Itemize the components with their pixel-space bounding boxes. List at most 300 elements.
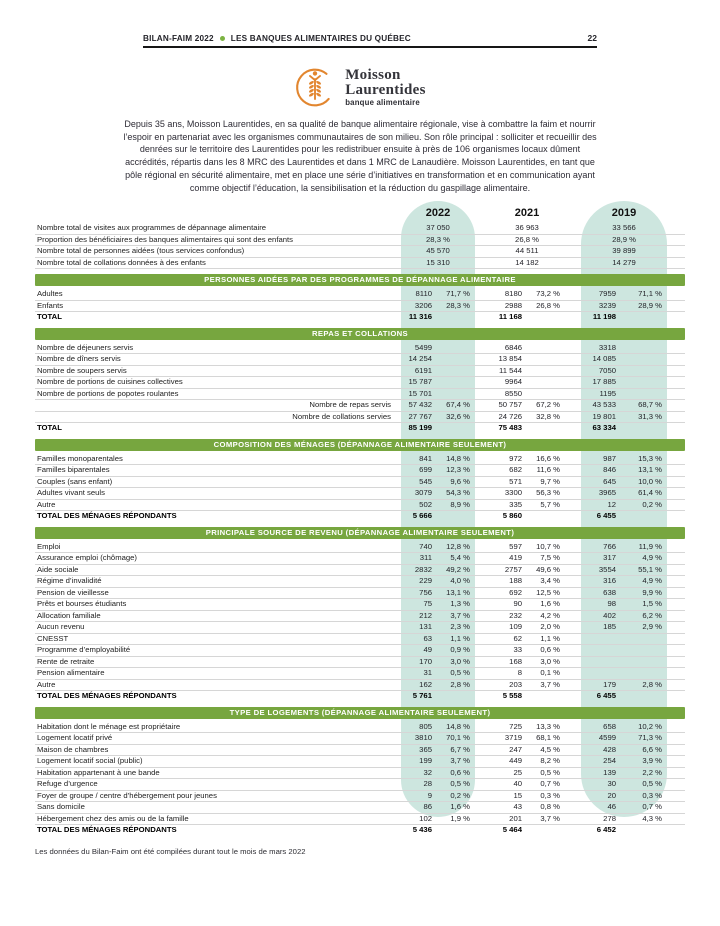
gap-cell xyxy=(565,257,581,269)
section-table-3 xyxy=(35,454,685,522)
cell-value: 188 xyxy=(489,576,527,588)
filler-cell xyxy=(667,691,685,702)
cell-value: 15 310 xyxy=(401,257,475,269)
gap-cell xyxy=(565,388,581,400)
table-row xyxy=(35,599,685,611)
section-table-2 xyxy=(35,343,685,434)
gap-cell xyxy=(475,488,489,500)
gap-cell xyxy=(565,733,581,745)
filler-cell xyxy=(667,246,685,258)
cell-value: 1,3 % xyxy=(437,599,475,611)
cell-value: 0,5 % xyxy=(437,779,475,791)
cell-value xyxy=(527,388,565,400)
gap-cell xyxy=(475,300,489,312)
filler-cell xyxy=(667,599,685,611)
cell-value xyxy=(581,645,621,657)
row-label: Aide sociale xyxy=(35,564,401,576)
filler-cell xyxy=(667,312,685,323)
row-label: Emploi xyxy=(35,542,401,553)
gap-cell xyxy=(565,564,581,576)
cell-value: 5 436 xyxy=(412,825,432,835)
cell-value: 168 xyxy=(489,656,527,668)
cell-value: 756 xyxy=(401,587,437,599)
cell-value xyxy=(527,691,565,702)
cell-value xyxy=(621,656,667,668)
cell-value: 32,8 % xyxy=(527,411,565,423)
gap-cell xyxy=(565,476,581,488)
cell-value xyxy=(437,312,475,323)
cell-value: 502 xyxy=(401,499,437,511)
cell-value: 2832 xyxy=(401,564,437,576)
cell-value: 71,3 % xyxy=(621,733,667,745)
cell-value: 3,0 % xyxy=(437,656,475,668)
cell-value: 56,3 % xyxy=(527,488,565,500)
cell-value: 32 xyxy=(401,767,437,779)
gap-cell xyxy=(475,257,489,269)
cell-value: 71,1 % xyxy=(621,289,667,300)
section-header-bar: PRINCIPALE SOURCE DE REVENU (DÉPANNAGE ALIMENTAIRE SEULEMENT) xyxy=(35,527,685,539)
total-row xyxy=(35,825,685,836)
gap-cell xyxy=(475,656,489,668)
cell-value: 0,3 % xyxy=(527,790,565,802)
gap-cell xyxy=(565,576,581,588)
gap-cell xyxy=(475,564,489,576)
cell-value xyxy=(621,377,667,389)
cell-value: 9 xyxy=(401,790,437,802)
cell-value: 0,8 % xyxy=(527,802,565,814)
row-label: Nombre de portions de popotes roulantes xyxy=(35,388,401,400)
gap-cell xyxy=(565,767,581,779)
row-label: Nombre de repas servis xyxy=(35,400,401,412)
cell-value: 14 085 xyxy=(581,354,621,366)
cell-value: 71,7 % xyxy=(437,289,475,300)
cell-value: 75 xyxy=(401,599,437,611)
row-label: Programme d’employabilité xyxy=(35,645,401,657)
cell-value: 449 xyxy=(489,756,527,768)
gap-cell xyxy=(565,454,581,465)
filler-cell xyxy=(667,610,685,622)
cell-value: 846 xyxy=(581,465,621,477)
year-label-2022: 2022 xyxy=(425,207,451,220)
gap-cell xyxy=(475,722,489,733)
gap-cell xyxy=(475,289,489,300)
gap-cell xyxy=(565,400,581,412)
cell-value: 67,4 % xyxy=(437,400,475,412)
cell-value: 6,6 % xyxy=(621,744,667,756)
filler-cell xyxy=(667,622,685,634)
cell-value: 33 xyxy=(489,645,527,657)
cell-value xyxy=(437,423,475,434)
cell-value: 139 xyxy=(581,767,621,779)
year-spacer xyxy=(35,201,401,225)
row-label: Hébergement chez des amis ou de la famille xyxy=(35,813,401,825)
gap-cell xyxy=(475,744,489,756)
cell-value: 2,2 % xyxy=(621,767,667,779)
cell-value: 3,9 % xyxy=(621,756,667,768)
filler-cell xyxy=(667,499,685,511)
row-label: Sans domicile xyxy=(35,802,401,814)
cell-value: 2,0 % xyxy=(527,622,565,634)
cell-value: 13,3 % xyxy=(527,722,565,733)
cell-value: 14,8 % xyxy=(437,454,475,465)
row-label: Logement locatif privé xyxy=(35,733,401,745)
gap-cell xyxy=(565,511,581,522)
row-label: Nombre de collations servies xyxy=(35,411,401,423)
cell-value: 3,7 % xyxy=(527,679,565,691)
gap-cell xyxy=(475,668,489,680)
bullet-dot-icon xyxy=(220,36,225,41)
filler-cell xyxy=(667,656,685,668)
cell-value: 2,8 % xyxy=(621,679,667,691)
cell-value: 15 787 xyxy=(401,377,437,389)
gap-cell xyxy=(565,656,581,668)
cell-value: 311 xyxy=(401,553,437,565)
cell-value: 49,2 % xyxy=(437,564,475,576)
section-table-4 xyxy=(35,542,685,702)
gap-cell xyxy=(565,679,581,691)
cell-value: 61,4 % xyxy=(621,488,667,500)
gap-cell xyxy=(475,622,489,634)
gap-cell xyxy=(565,645,581,657)
cell-value: 16,6 % xyxy=(527,454,565,465)
filler-cell xyxy=(667,289,685,300)
cell-value: 1,1 % xyxy=(437,633,475,645)
gap-cell xyxy=(475,733,489,745)
cell-value: 8180 xyxy=(489,289,527,300)
year-label-2021: 2021 xyxy=(514,207,540,220)
table-row xyxy=(35,744,685,756)
table-row xyxy=(35,564,685,576)
table-row xyxy=(35,668,685,680)
gap-cell xyxy=(565,779,581,791)
row-label: Rente de retraite xyxy=(35,656,401,668)
gap-cell xyxy=(475,790,489,802)
row-label: Nombre total de collations données à des enfants xyxy=(35,257,401,269)
row-label: Prêts et bourses étudiants xyxy=(35,599,401,611)
cell-value: 365 xyxy=(401,744,437,756)
table-row xyxy=(35,553,685,565)
cell-value: 2,8 % xyxy=(437,679,475,691)
cell-value: 766 xyxy=(581,542,621,553)
filler-cell xyxy=(667,722,685,733)
cell-value: 9,9 % xyxy=(621,587,667,599)
gap-cell xyxy=(475,756,489,768)
section-header-bar: COMPOSITION DES MÉNAGES (DÉPANNAGE ALIMENTAIRE SEULEMENT) xyxy=(35,439,685,451)
table-row xyxy=(35,354,685,366)
row-label: Logement locatif social (public) xyxy=(35,756,401,768)
gap-cell xyxy=(475,499,489,511)
cell-value: 13 854 xyxy=(489,354,527,366)
cell-value: 4,5 % xyxy=(527,744,565,756)
cell-value: 1,6 % xyxy=(437,802,475,814)
logo-tagline: banque alimentaire xyxy=(345,98,420,107)
cell-value: 11 168 xyxy=(498,312,522,322)
cell-value: 419 xyxy=(489,553,527,565)
row-label: Couples (sans enfant) xyxy=(35,476,401,488)
cell-value: 2988 xyxy=(489,300,527,312)
filler-cell xyxy=(667,488,685,500)
section-table-1 xyxy=(35,289,685,323)
table-row xyxy=(35,411,685,423)
cell-value: 335 xyxy=(489,499,527,511)
gap-cell xyxy=(565,465,581,477)
row-label: Nombre de déjeuners servis xyxy=(35,343,401,354)
cell-value: 40 xyxy=(489,779,527,791)
table-row xyxy=(35,656,685,668)
table-row xyxy=(35,476,685,488)
table-row xyxy=(35,645,685,657)
cell-value: 15 xyxy=(489,790,527,802)
filler-cell xyxy=(667,668,685,680)
cell-value: 3300 xyxy=(489,488,527,500)
filler-cell xyxy=(667,813,685,825)
gap-cell xyxy=(565,610,581,622)
cell-value: 247 xyxy=(489,744,527,756)
cell-value: 10,7 % xyxy=(527,542,565,553)
cell-value: 972 xyxy=(489,454,527,465)
cell-value: 15,3 % xyxy=(621,454,667,465)
cell-value: 0,2 % xyxy=(437,790,475,802)
gap-cell xyxy=(565,722,581,733)
cell-value: 6 455 xyxy=(596,511,616,521)
cell-value: 3079 xyxy=(401,488,437,500)
cell-value: 428 xyxy=(581,744,621,756)
table-row xyxy=(35,756,685,768)
cell-value: 638 xyxy=(581,587,621,599)
cell-value: 85 199 xyxy=(408,423,432,433)
cell-value xyxy=(527,423,565,434)
filler-cell xyxy=(667,400,685,412)
cell-value: 316 xyxy=(581,576,621,588)
table-row xyxy=(35,499,685,511)
section-header-bar: TYPE DE LOGEMENTS (DÉPANNAGE ALIMENTAIRE SEULEMENT) xyxy=(35,707,685,719)
table-row xyxy=(35,722,685,733)
cell-value: 14 182 xyxy=(489,257,565,269)
table-row xyxy=(35,257,685,269)
cell-value: 10,0 % xyxy=(621,476,667,488)
gap-cell xyxy=(565,599,581,611)
cell-value: 3554 xyxy=(581,564,621,576)
cell-value: 4,9 % xyxy=(621,553,667,565)
gap-cell xyxy=(565,300,581,312)
filler-cell xyxy=(667,779,685,791)
table-row xyxy=(35,779,685,791)
cell-value: 109 xyxy=(489,622,527,634)
cell-value xyxy=(527,377,565,389)
row-label: TOTAL DES MÉNAGES RÉPONDANTS xyxy=(37,825,177,835)
filler-cell xyxy=(667,802,685,814)
cell-value xyxy=(621,825,667,836)
cell-value: 36 963 xyxy=(489,223,565,234)
cell-value xyxy=(527,511,565,522)
cell-value: 45 570 xyxy=(401,246,475,258)
gap-cell xyxy=(565,365,581,377)
gap-cell xyxy=(565,499,581,511)
filler-cell xyxy=(667,300,685,312)
gap-cell xyxy=(475,767,489,779)
gap-cell xyxy=(565,542,581,553)
year-spacer xyxy=(475,201,489,225)
table-row xyxy=(35,365,685,377)
cell-value: 131 xyxy=(401,622,437,634)
cell-value: 4,3 % xyxy=(621,813,667,825)
filler-cell xyxy=(667,679,685,691)
filler-cell xyxy=(667,365,685,377)
cell-value: 7050 xyxy=(581,365,621,377)
table-row xyxy=(35,300,685,312)
cell-value xyxy=(437,388,475,400)
cell-value: 46 xyxy=(581,802,621,814)
cell-value: 5,7 % xyxy=(527,499,565,511)
row-label: TOTAL DES MÉNAGES RÉPONDANTS xyxy=(37,511,177,521)
table-row xyxy=(35,377,685,389)
filler-cell xyxy=(667,587,685,599)
cell-value: 4,2 % xyxy=(527,610,565,622)
filler-cell xyxy=(667,476,685,488)
row-label: Foyer de groupe / centre d’hébergement pour jeunes xyxy=(35,790,401,802)
cell-value: 28 xyxy=(401,779,437,791)
cell-value xyxy=(621,668,667,680)
table-row xyxy=(35,622,685,634)
cell-value: 6,7 % xyxy=(437,744,475,756)
total-row xyxy=(35,423,685,434)
year-header-row xyxy=(35,201,685,223)
gap-cell xyxy=(475,691,489,702)
cell-value: 5499 xyxy=(401,343,437,354)
cell-value: 13,1 % xyxy=(621,465,667,477)
cell-value: 170 xyxy=(401,656,437,668)
cell-value: 0,9 % xyxy=(437,645,475,657)
cell-value: 571 xyxy=(489,476,527,488)
row-label: Régime d’invalidité xyxy=(35,576,401,588)
cell-value: 14 279 xyxy=(581,257,667,269)
cell-value: 0,6 % xyxy=(527,645,565,657)
cell-value: 179 xyxy=(581,679,621,691)
row-label: Adultes xyxy=(35,289,401,300)
filler-cell xyxy=(667,411,685,423)
cell-value: 658 xyxy=(581,722,621,733)
gap-cell xyxy=(565,234,581,246)
filler-cell xyxy=(667,423,685,434)
filler-cell xyxy=(667,733,685,745)
cell-value: 62 xyxy=(489,633,527,645)
cell-value: 12,3 % xyxy=(437,465,475,477)
cell-value: 699 xyxy=(401,465,437,477)
table-row xyxy=(35,234,685,246)
gap-cell xyxy=(475,365,489,377)
cell-value: 5 761 xyxy=(412,691,432,701)
table-row xyxy=(35,542,685,553)
cell-value: 5,4 % xyxy=(437,553,475,565)
cell-value: 73,2 % xyxy=(527,289,565,300)
row-label: Maison de chambres xyxy=(35,744,401,756)
cell-value: 44 511 xyxy=(489,246,565,258)
cell-value: 212 xyxy=(401,610,437,622)
gap-cell xyxy=(475,542,489,553)
filler-cell xyxy=(667,257,685,269)
logo-line1: Moisson xyxy=(345,67,401,83)
cell-value: 63 334 xyxy=(592,423,616,433)
cell-value xyxy=(621,365,667,377)
table-row xyxy=(35,465,685,477)
table-row xyxy=(35,733,685,745)
gap-cell xyxy=(565,825,581,836)
row-label: CNESST xyxy=(35,633,401,645)
filler-cell xyxy=(667,454,685,465)
gap-cell xyxy=(565,668,581,680)
gap-cell xyxy=(475,423,489,434)
cell-value: 203 xyxy=(489,679,527,691)
cell-value: 13,1 % xyxy=(437,587,475,599)
cell-value: 8 xyxy=(489,668,527,680)
gap-cell xyxy=(475,779,489,791)
cell-value: 8550 xyxy=(489,388,527,400)
cell-value: 6 455 xyxy=(596,691,616,701)
cell-value: 987 xyxy=(581,454,621,465)
cell-value xyxy=(581,668,621,680)
gap-cell xyxy=(565,343,581,354)
gap-cell xyxy=(565,587,581,599)
cell-value: 14 254 xyxy=(401,354,437,366)
year-spacer xyxy=(667,201,685,225)
cell-value xyxy=(621,645,667,657)
intro-paragraph: Depuis 35 ans, Moisson Laurentides, en sa qualité de banque alimentaire régionale, vise à combattre la faim et nourrir l’espoir en partenariat avec les organismes communautaires de son milieu. Son rôle principal : solliciter et recueillir des denrées sur le territoire des Laurentides pour les redistribuer ensuite à près de 106 organismes locaux dûment accrédités, répartis dans les 8 MRC des Laurentides et dans 1 MRC de Lanaudière. Moisson Laurentides, en tant que pôle régional en sécurité alimentaire, met en place une série d’initiatives en transformation et en communication ayant comme objectif l’éducation, la sensibilisation et la réduction du gaspillage alimentaire. xyxy=(123,119,597,193)
report-subtitle: LES BANQUES ALIMENTAIRES DU QUÉBEC xyxy=(230,33,411,43)
table-row xyxy=(35,813,685,825)
gap-cell xyxy=(565,488,581,500)
cell-value: 229 xyxy=(401,576,437,588)
row-label: Nombre de soupers servis xyxy=(35,365,401,377)
gap-cell xyxy=(565,411,581,423)
cell-value: 55,1 % xyxy=(621,564,667,576)
cell-value: 725 xyxy=(489,722,527,733)
cell-value xyxy=(621,691,667,702)
gap-cell xyxy=(475,400,489,412)
cell-value: 278 xyxy=(581,813,621,825)
cell-value: 5 860 xyxy=(502,511,522,521)
cell-value: 3810 xyxy=(401,733,437,745)
gap-cell xyxy=(475,511,489,522)
cell-value: 0,5 % xyxy=(437,668,475,680)
cell-value: 25 xyxy=(489,767,527,779)
cell-value xyxy=(437,825,475,836)
row-label: Habitation dont le ménage est propriétaire xyxy=(35,722,401,733)
moisson-laurentides-logo xyxy=(0,64,720,111)
cell-value: 98 xyxy=(581,599,621,611)
filler-cell xyxy=(667,825,685,836)
cell-value: 19 801 xyxy=(581,411,621,423)
cell-value: 740 xyxy=(401,542,437,553)
total-row xyxy=(35,312,685,323)
row-label: Autre xyxy=(35,499,401,511)
cell-value: 8,9 % xyxy=(437,499,475,511)
row-label: Assurance emploi (chômage) xyxy=(35,553,401,565)
gap-cell xyxy=(565,744,581,756)
filler-cell xyxy=(667,234,685,246)
row-label: Nombre total de visites aux programmes de dépannage alimentaire xyxy=(35,223,401,234)
cell-value xyxy=(527,354,565,366)
cell-value xyxy=(527,343,565,354)
page-number: 22 xyxy=(587,33,597,43)
table-row xyxy=(35,343,685,354)
row-label: Nombre de dîners servis xyxy=(35,354,401,366)
cell-value xyxy=(621,312,667,323)
gap-cell xyxy=(565,354,581,366)
gap-cell xyxy=(565,553,581,565)
total-row xyxy=(35,691,685,702)
cell-value: 201 xyxy=(489,813,527,825)
cell-value: 32,6 % xyxy=(437,411,475,423)
